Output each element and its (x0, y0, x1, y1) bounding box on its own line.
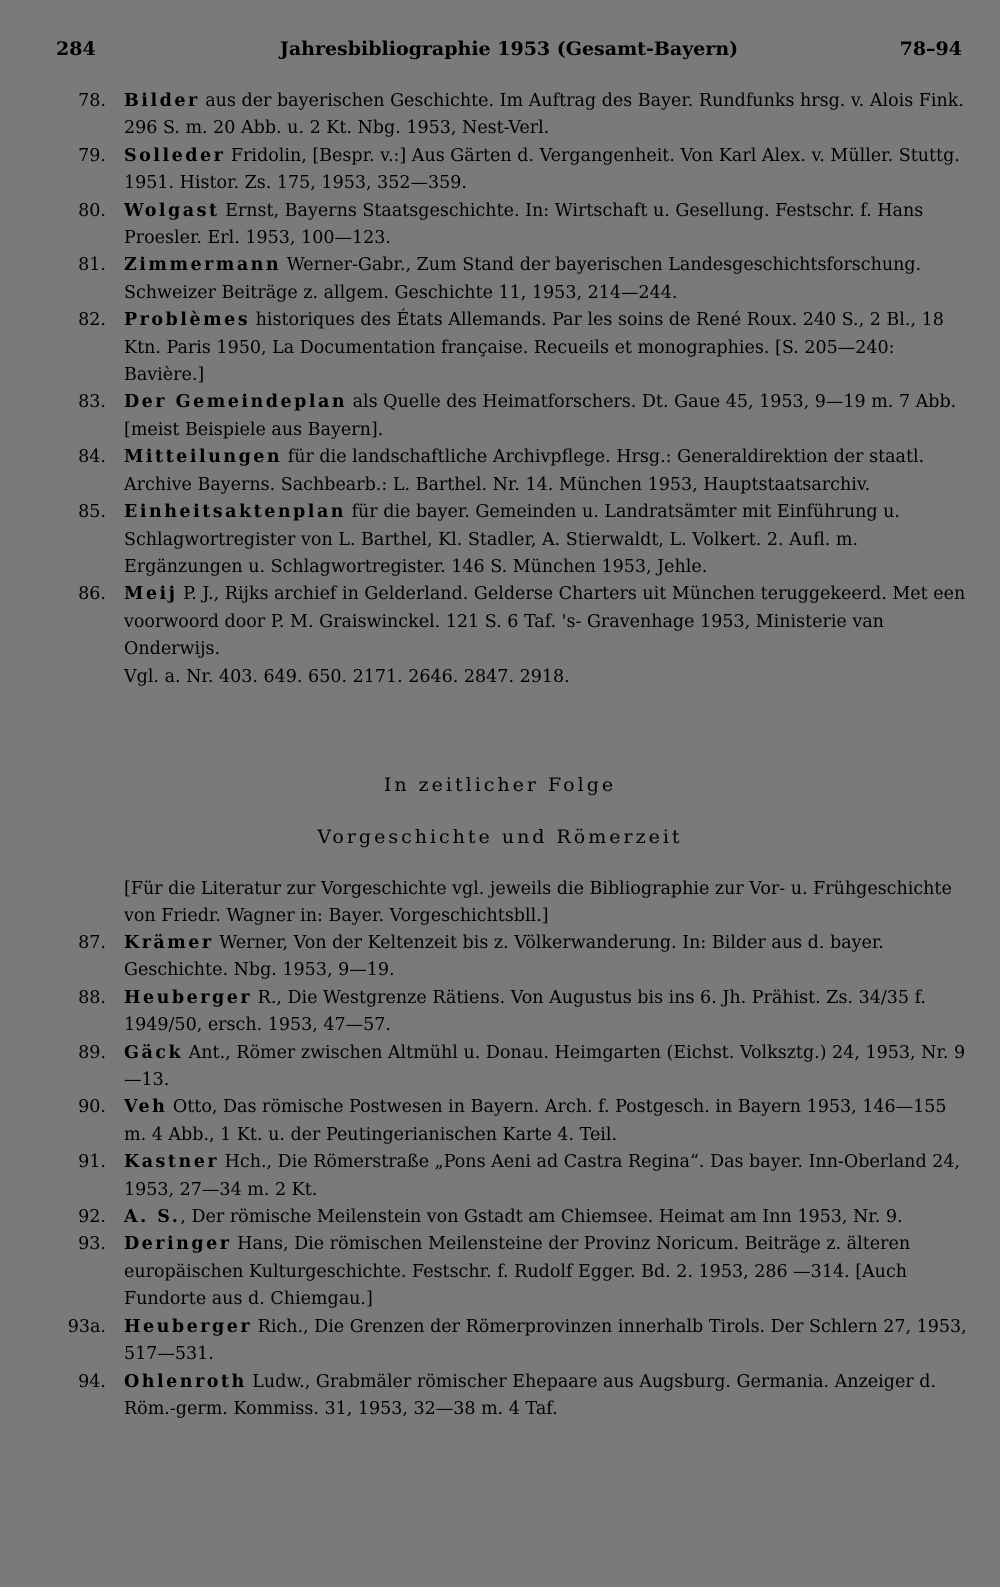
entry-list-bottom (62, 930, 972, 1423)
entry-text: Ernst, Bayerns Staatsgeschichte. In: Wirtschaft u. Gesellung. Festschr. f. Hans Proesler. Erl. 1953, 100—123. (124, 200, 924, 249)
entry-number: 78. (78, 91, 106, 111)
bibliography-entry (62, 389, 972, 444)
entry-text: P. J., Rijks archief in Gelderland. Gelderse Charters uit München teruggekeerd. Met een voorwoord door P. M. Graiswinckel. 121 S. 6 Taf. 's- Gravenhage 1953, Ministerie van Onderwijs. (124, 584, 966, 660)
entry-text: Ant., Römer zwischen Altmühl u. Donau. Heimgarten (Eichst. Volksztg.) 24, 1953, Nr. 9—13. (124, 1042, 966, 1091)
entry-author: Gäck (124, 1042, 184, 1063)
entry-author: A. S. (124, 1207, 181, 1228)
entry-number: 91. (78, 1152, 106, 1173)
bibliography-entry (62, 1094, 972, 1149)
entry-number: 80. (78, 200, 106, 221)
entry-text: als Quelle des Heimatforschers. Dt. Gaue 45, 1953, 9—19 m. 7 Abb. [meist Beispiele aus Bayern]. (124, 392, 957, 440)
bibliography-entry (62, 1314, 972, 1369)
entry-text: Hch., Die Römerstraße „Pons Aeni ad Castra Regina“. Das bayer. Inn-Oberland 24, 1953, 27—34 m. 2 Kt. (124, 1152, 961, 1200)
section-note: [Für die Literatur zur Vorgeschichte vgl. jeweils die Bibliographie zur Vor- u. Frühgeschichte von Friedr. Wagner in: Bayer. Vorgeschichtsbll.] (124, 879, 952, 927)
bibliography-entry (62, 581, 972, 691)
bibliography-entry (62, 198, 972, 253)
entry-text: Rich., Die Grenzen der Römerprovinzen innerhalb Tirols. Der Schlern 27, 1953, 517—531. (124, 1316, 967, 1365)
entry-text: Otto, Das römische Postwesen in Bayern. Arch. f. Postgesch. in Bayern 1953, 146—155 m. 4 Abb., 1 Kt. u. der Peutingerianischen Karte 4. Teil. (124, 1097, 947, 1145)
entry-author: Bilder (124, 91, 200, 111)
bibliography-entry (62, 444, 972, 499)
bibliography-entry (62, 88, 972, 143)
entry-text: für die landschaftliche Archivpflege. Hrsg.: Generaldirektion der staatl. Archive Bayerns. Sachbearb.: L. Barthel. Nr. 14. München 1953, Hauptstaatsarchiv. (124, 447, 925, 495)
entry-number: 90. (78, 1097, 106, 1118)
entry-list-top (62, 88, 972, 691)
entry-text: aus der bayerischen Geschichte. Im Auftrag des Bayer. Rundfunks hrsg. v. Alois Fink. 296 S. m. 20 Abb. u. 2 Kt. Nbg. 1953, Nest-Verl. (124, 91, 964, 139)
bibliography-entry (62, 1369, 972, 1424)
entry-number: 79. (78, 145, 106, 166)
entry-crossref: Vgl. a. Nr. 403. 649. 650. 2171. 2646. 2847. 2918. (124, 666, 570, 687)
entry-number: 84. (78, 447, 106, 468)
bibliography-entry (62, 1149, 972, 1204)
entry-number: 92. (78, 1207, 106, 1228)
entry-author: Meij (124, 584, 178, 605)
running-title: Jahresbibliographie 1953 (Gesamt-Bayern) (279, 38, 739, 60)
entry-author: Der Gemeindeplan (124, 392, 348, 413)
entry-text: R., Die Westgrenze Rätiens. Von Augustus bis ins 6. Jh. Prähist. Zs. 34/35 f. 1949/50, ersch. 1953, 47—57. (124, 987, 926, 1036)
entry-text: , Der römische Meilenstein von Gstadt am Chiemsee. Heimat am Inn 1953, Nr. 9. (180, 1207, 903, 1228)
section-heading: In zeitlicher Folge (383, 774, 617, 796)
section-subheading: Vorgeschichte und Römerzeit (317, 826, 683, 848)
bibliography-entry (62, 985, 972, 1040)
bibliography-entry (62, 252, 972, 307)
entry-author: Heuberger (124, 1316, 253, 1337)
entry-number: 85. (78, 502, 106, 523)
entry-text: Ludw., Grabmäler römischer Ehepaare aus Augsburg. Germania. Anzeiger d. Röm.-germ. Kommiss. 31, 1953, 32—38 m. 4 Taf. (124, 1371, 937, 1419)
bibliography-entry (62, 1040, 972, 1095)
bibliography-entry (62, 143, 972, 198)
entry-author: Heuberger (124, 987, 253, 1008)
entry-text: historiques des États Allemands. Par les soins de René Roux. 240 S., 2 Bl., 18 Ktn. Paris 1950, La Documentation française. Recueils et monographies. [S. 205—240: Bavière.] (124, 310, 944, 386)
running-head (56, 38, 962, 68)
entry-text: Werner, Von der Keltenzeit bis z. Völkerwanderung. In: Bilder aus d. bayer. Geschichte. Nbg. 1953, 9—19. (124, 933, 884, 981)
entry-number: 87. (78, 933, 106, 953)
bibliography-entry (62, 1204, 972, 1231)
entry-number: 94. (78, 1371, 106, 1392)
page-number: 284 (56, 38, 96, 60)
entry-number: 88. (78, 987, 106, 1008)
entry-author: Krämer (124, 933, 214, 953)
entry-number: 89. (78, 1042, 106, 1063)
entry-number: 83. (78, 392, 106, 413)
bibliography-entry (62, 1231, 972, 1313)
entry-author: Wolgast (124, 200, 220, 221)
entry-text: Werner-Gabr., Zum Stand der bayerischen Landesgeschichtsforschung. Schweizer Beiträge z. allgem. Geschichte 11, 1953, 214—244. (124, 255, 922, 303)
entry-author: Kastner (124, 1152, 220, 1173)
bibliography-entry (62, 930, 972, 985)
entry-text: für die bayer. Gemeinden u. Landratsämter mit Einführung u. Schlagwortregister von L. Barthel, Kl. Stadler, A. Stierwaldt, L. Volkert. 2. Aufl. m. Ergänzungen u. Schlagwortregister. 146 S. München 1953, Jehle. (124, 502, 900, 577)
entry-text: Fridolin, [Bespr. v.:] Aus Gärten d. Vergangenheit. Von Karl Alex. v. Müller. Stuttg. 1951. Histor. Zs. 175, 1953, 352—359. (124, 145, 960, 194)
entry-author: Problèmes (124, 310, 251, 331)
bibliography-entry (62, 307, 972, 389)
entry-author: Zimmermann (124, 255, 282, 276)
entry-author: Solleder (124, 145, 226, 166)
entry-author: Veh (124, 1097, 168, 1118)
entry-number: 81. (78, 255, 106, 276)
entry-text: Hans, Die römischen Meilensteine der Provinz Noricum. Beiträge z. älteren europäischen Kulturgeschichte. Festschr. f. Rudolf Egger. Bd. 2. 1953, 286 —314. [Auch Fundorte aus d. Chiemgau.] (124, 1234, 911, 1310)
entry-number: 86. (78, 584, 106, 605)
bibliography-entry (62, 499, 972, 581)
entry-number: 93. (78, 1234, 106, 1255)
entry-range: 78–94 (899, 38, 962, 60)
entry-number: 93a. (67, 1316, 106, 1337)
entry-author: Mitteilungen (124, 447, 283, 468)
entry-number: 82. (78, 310, 106, 331)
entry-author: Deringer (124, 1234, 232, 1255)
entry-author: Ohlenroth (124, 1371, 247, 1392)
entry-author: Einheitsaktenplan (124, 502, 347, 523)
